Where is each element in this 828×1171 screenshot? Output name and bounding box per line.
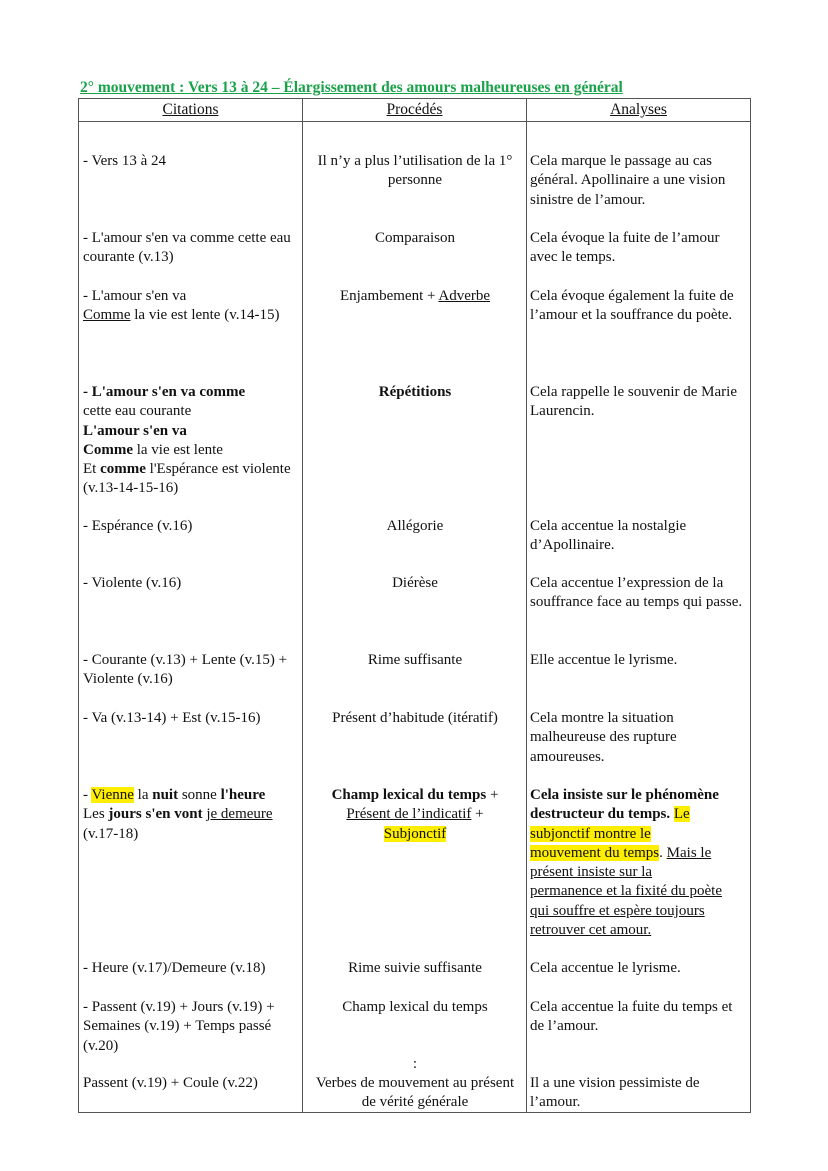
procede-4: Répétitions <box>378 384 452 400</box>
header-citations: Citations <box>79 99 303 122</box>
procede-8: Présent d’habitude (itératif) <box>332 710 498 726</box>
header-procedes: Procédés <box>303 99 527 122</box>
procede-11: Champ lexical du temps <box>342 999 488 1015</box>
citation-9: - Vienne la nuit sonne l'heure Les jours s'en vont je demeure (v.17-18) <box>83 787 273 842</box>
procede-12-colon: : <box>412 1056 418 1072</box>
citation-3: - L'amour s'en va Comme la vie est lente (v.14-15) <box>83 288 280 324</box>
procede-9: Champ lexical du temps + Présent de l’indicatif + Subjonctif <box>331 787 499 842</box>
procede-3: Enjambement + Adverbe <box>339 288 491 304</box>
analyse-5: Cela accentue la nostalgie d’Apollinaire. <box>530 518 687 554</box>
analyse-11: Cela accentue la fuite du temps et de l’amour. <box>530 999 733 1035</box>
citation-8: - Va (v.13-14) + Est (v.15-16) <box>83 710 261 726</box>
analyse-8: Cela montre la situation malheureuse des rupture amoureuses. <box>530 710 677 765</box>
procede-10: Rime suivie suffisante <box>348 960 482 976</box>
citation-10: - Heure (v.17)/Demeure (v.18) <box>83 960 266 976</box>
header-row <box>79 99 751 122</box>
analyse-10: Cela accentue le lyrisme. <box>530 960 681 976</box>
procedes-column <box>303 122 527 1113</box>
analyse-9: Cela insiste sur le phénomène destructeur du temps. Le subjonctif montre le mouvement du temps. Mais le présent insiste sur la permanence et la fixité du poète qui souffre et espère toujours retrouver cet amour. <box>530 787 722 939</box>
citation-4: - L'amour s'en va comme cette eau courante L'amour s'en va Comme la vie est lente Et comme l'Espérance est violente (v.13-14-15-16) <box>83 384 291 497</box>
header-analyses: Analyses <box>527 99 751 122</box>
analyse-2: Cela évoque la fuite de l’amour avec le temps. <box>530 230 720 266</box>
procede-2: Comparaison <box>375 230 455 246</box>
citation-12: Passent (v.19) + Coule (v.22) <box>83 1075 258 1091</box>
citations-column <box>79 122 303 1113</box>
analyse-3: Cela évoque également la fuite de l’amour et la souffrance du poète. <box>530 288 734 324</box>
section-title: 2° mouvement : Vers 13 à 24 – Élargissement des amours malheureuses en général <box>80 79 623 96</box>
citation-1: - Vers 13 à 24 <box>83 153 167 169</box>
table-body <box>79 122 751 1113</box>
analyse-1: Cela marque le passage au cas général. Apollinaire a une vision sinistre de l’amour. <box>530 153 726 208</box>
procede-12: Verbes de mouvement au présent de vérité générale <box>315 1075 515 1111</box>
procede-7: Rime suffisante <box>367 652 463 668</box>
procede-5: Allégorie <box>386 518 444 534</box>
analyse-12: Il a une vision pessimiste de l’amour. <box>530 1075 700 1111</box>
citation-6: - Violente (v.16) <box>83 575 182 591</box>
analyses-column <box>527 122 751 1113</box>
procede-1: Il n’y a plus l’utilisation de la 1° personne <box>317 153 513 189</box>
analyse-6: Cela accentue l’expression de la souffrance face au temps qui passe. <box>530 575 743 611</box>
citation-11: - Passent (v.19) + Jours (v.19) + Semaines (v.19) + Temps passé (v.20) <box>83 999 275 1054</box>
analysis-table <box>78 98 751 1113</box>
citation-5: - Espérance (v.16) <box>83 518 193 534</box>
citation-2: - L'amour s'en va comme cette eau courante (v.13) <box>83 230 291 266</box>
analyse-4: Cela rappelle le souvenir de Marie Laurencin. <box>530 384 737 420</box>
citation-7: - Courante (v.13) + Lente (v.15) + Violente (v.16) <box>83 652 288 688</box>
analyse-7: Elle accentue le lyrisme. <box>530 652 678 668</box>
procede-6: Diérèse <box>392 575 438 591</box>
